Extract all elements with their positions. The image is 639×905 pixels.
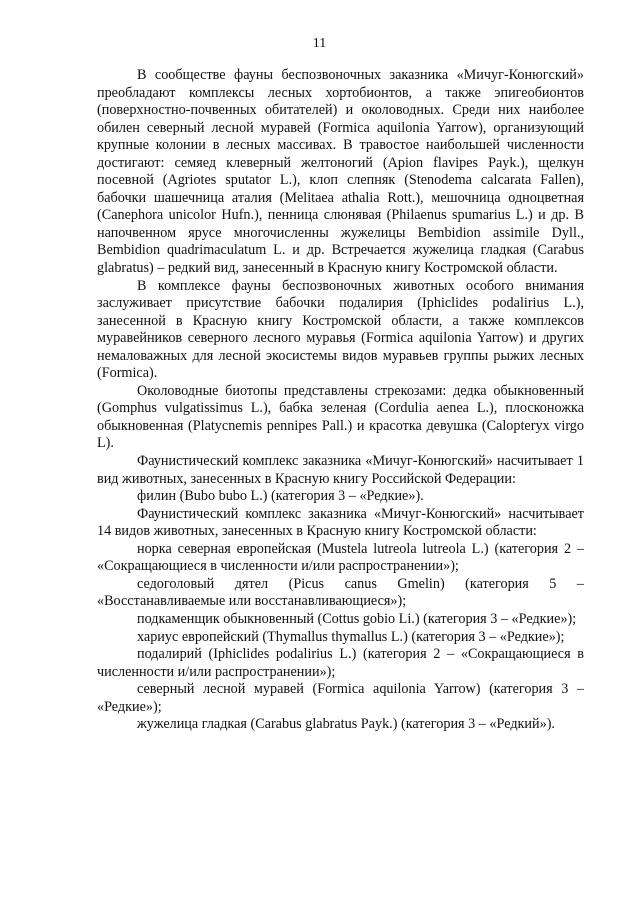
- list-item: жужелица гладкая (Carabus glabratus Payk.) (категория 3 – «Редкий»).: [137, 716, 555, 733]
- list-item: подкаменщик обыкновенный (Cottus gobio Li.) (категория 3 – «Редкие»);: [137, 610, 577, 627]
- list-item: северный лесной муравей (Formica aquilonia Yarrow) (категория 3 – «Редкие»);: [97, 681, 584, 715]
- list-item: филин (Bubo bubo L.) (категория 3 – «Редкие»).: [137, 488, 424, 505]
- list-item: подалирий (Iphiclides podalirius L.) (категория 2 – «Сокращающиеся в численности и/или распространении»);: [97, 646, 584, 680]
- list-item: седоголовый дятел (Picus canus Gmelin) (категория 5 – «Восстанавливаемые или восстанавливающиеся»);: [97, 575, 584, 610]
- body-text: [97, 67, 584, 734]
- paragraph-dragonflies: Околоводные биотопы представлены стрекозами: дедка обыкновенный (Gomphus vulgatissimus L.), бабка зеленая (Cordulia aenea L.), плосконожка обыкновенная (Platycnemis pennipes Pall.) и красотка девушка (Calopteryx virgo L).: [97, 382, 584, 452]
- paragraph-federal-red-book-intro: Фаунистический комплекс заказника «Мичуг-Конюгский» насчитывает 1 вид животных, занесенных в Красную книгу Российской Федерации:: [97, 453, 584, 487]
- paragraph-regional-red-book-intro: Фаунистический комплекс заказника «Мичуг-Конюгский» насчитывает 14 видов животных, занесенных в Красную книгу Костромской области:: [97, 505, 584, 540]
- paragraph-podalirius-note: В комплексе фауны беспозвоночных животных особого внимания заслуживает присутствие бабочки подалирия (Iphiclides podalirius L.), занесенной в Красную книгу Костромской области, а также комплексов муравейников северного лесного муравья (Formica aquilonia Yarrow) и других немаловажных для лесной экосистемы видов муравьев группы рыжих лесных (Formica).: [97, 277, 584, 382]
- paragraph-invertebrate-fauna: В сообществе фауны беспозвоночных заказника «Мичуг-Конюгский» преобладают комплексы лесных хортобионтов, а также эпигеобионтов (поверхностно-почвенных обитателей) и околоводных. Среди них наиболее обилен северный лесной муравей (Formica aquilonia Yarrow), организующий крупные колонии в лесных массивах. В травостое наибольшей численности достигают: семяед клеверный желтоногий (Apion flavipes Payk.), щелкун посевной (Agriotes sputator L.), клоп слепняк (Stenodema calcarata Fallen), бабочки шашечница аталия (Melitaea athalia Rott.), мешочница одноцветная (Canephora unicolor Hufn.), пенница слюнявая (Philaenus spumarius L.) и др. В напочвенном ярусе многочисленны жужелицы Bembidion assimile Dyll., Bembidion quadrimaculatum L. и др. Встречается жужелица гладкая (Carabus glabratus) – редкий вид, занесенный в Красную книгу Костромской области.: [97, 67, 584, 277]
- list-item: норка северная европейская (Mustela lutreola lutreola L.) (категория 2 – «Сокращающиеся в численности и/или распространении»);: [97, 540, 584, 575]
- list-item: хариус европейский (Thymallus thymallus L.) (категория 3 – «Редкие»);: [137, 628, 565, 645]
- page-number: 11: [312, 36, 327, 51]
